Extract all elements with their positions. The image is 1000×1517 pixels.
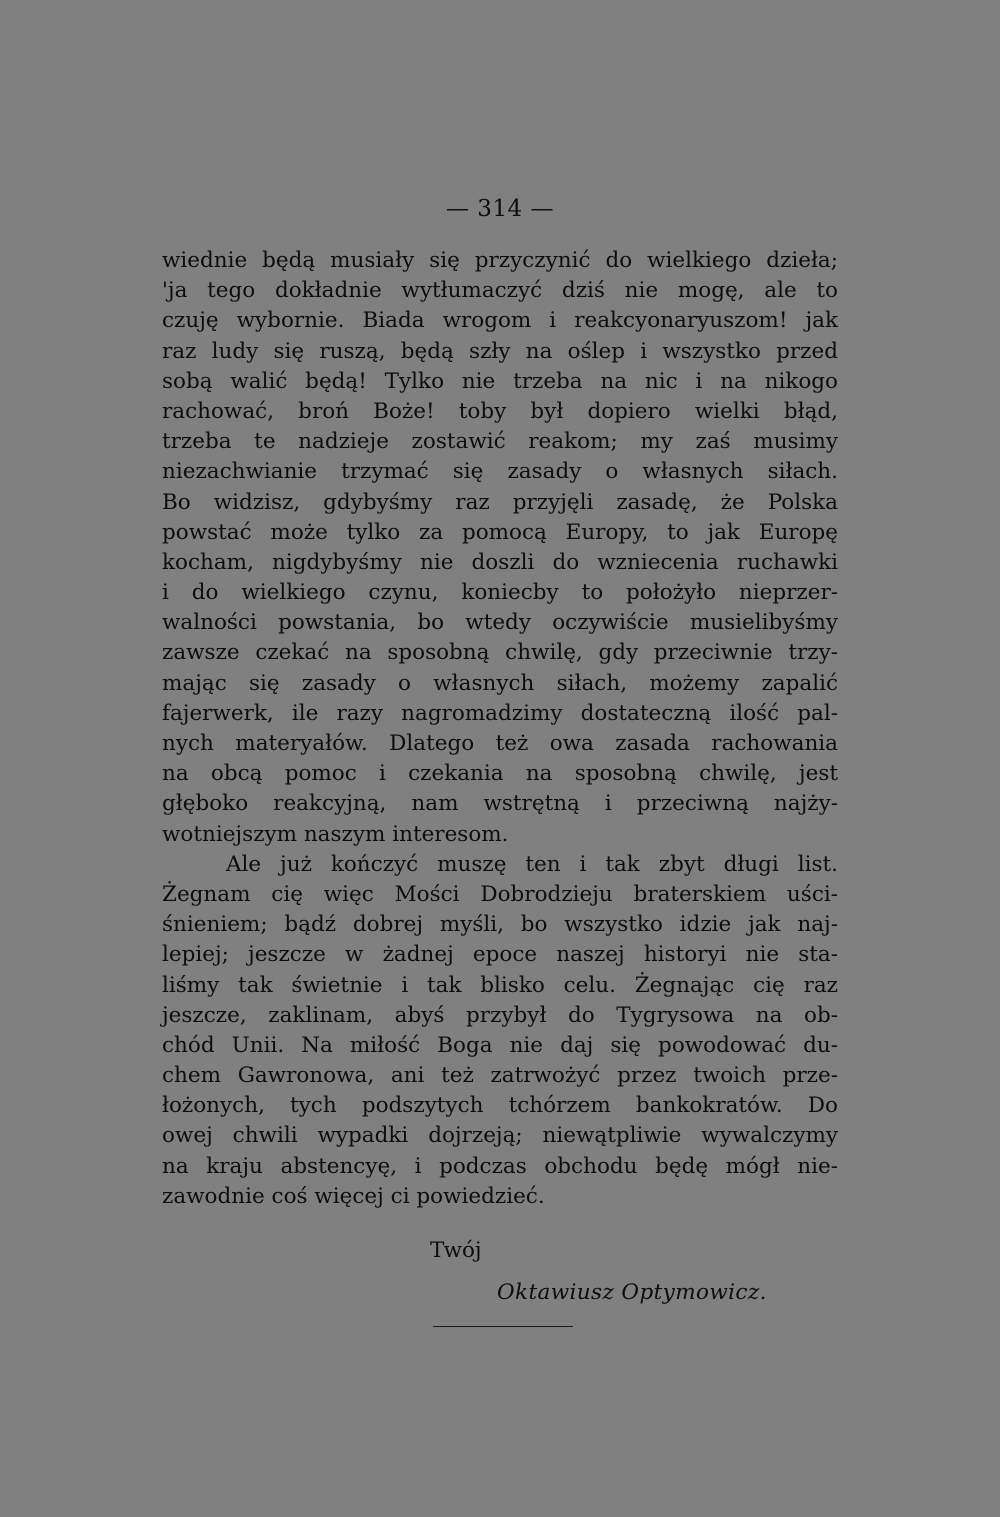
text-line: lepiej; jeszcze w żadnej epoce naszej historyi nie sta- — [162, 942, 838, 968]
text-line: kocham, nigdybyśmy nie doszli do wzniecenia ruchawki — [162, 549, 838, 575]
text-line: Ale już kończyć muszę ten i tak zbyt długi list. — [226, 851, 838, 877]
text-line: zawsze czekać na sposobną chwilę, gdy przeciwnie trzy- — [162, 640, 838, 666]
text-line: powstać może tylko za pomocą Europy, to jak Europę — [162, 519, 838, 545]
text-line: fajerwerk, ile razy nagromadzimy dostateczną ilość pal- — [162, 700, 838, 726]
text-line: czuję wybornie. Biada wrogom i reakcyonaryuszom! jak — [162, 308, 838, 334]
text-line: wiednie będą musiały się przyczynić do wielkiego dzieła; — [162, 248, 838, 273]
text-line: śnieniem; bądź dobrej myśli, bo wszystko idzie jak naj- — [162, 912, 838, 938]
text-line: łożonych, tych podszytych tchórzem bankokratów. Do — [162, 1093, 838, 1119]
text-line: trzeba te nadzieje zostawić reakom; my zaś musimy — [162, 429, 838, 455]
text-line: na kraju abstencyę, i podczas obchodu będę mógł nie- — [162, 1153, 838, 1179]
text-line: zawodnie coś więcej ci powiedzieć. — [162, 1183, 545, 1209]
letter-body — [162, 246, 838, 1212]
text-line: Żegnam cię więc Mości Dobrodzieju braterskiem uści- — [162, 881, 838, 907]
text-line: walności powstania, bo wtedy oczywiście musielibyśmy — [162, 610, 838, 636]
text-line: i do wielkiego czynu, koniecby to położyło nieprzer- — [162, 580, 838, 606]
text-line: chód Unii. Na miłość Boga nie daj się powodować du- — [162, 1032, 838, 1058]
text-line: liśmy tak świetnie i tak blisko celu. Żegnając cię raz — [162, 972, 838, 998]
text-line: na obcą pomoc i czekania na sposobną chwilę, jest — [162, 761, 838, 787]
text-line: mając się zasady o własnych siłach, możemy zapalić — [162, 670, 838, 696]
text-line: nych materyałów. Dlatego też owa zasada rachowania — [162, 731, 838, 756]
letter-signature: Oktawiusz Optymowicz. — [497, 1280, 767, 1305]
text-line: Bo widzisz, gdybyśmy raz przyjęli zasadę, że Polska — [162, 489, 838, 515]
page-number: — 314 — — [445, 196, 555, 222]
text-line: niezachwianie trzymać się zasady o własnych siłach. — [162, 459, 838, 485]
text-line: rachować, broń Boże! toby był dopiero wielki błąd, — [162, 398, 838, 424]
text-line: jeszcze, zaklinam, abyś przybył do Tygrysowa na ob- — [162, 1002, 838, 1028]
text-line: chem Gawronowa, ani też zatrwożyć przez twoich prze- — [162, 1063, 838, 1089]
text-line: owej chwili wypadki dojrzeją; niewątpliwie wywalczymy — [162, 1123, 838, 1149]
text-line: sobą walić będą! Tylko nie trzeba na nic i na nikogo — [162, 368, 838, 394]
text-line: głęboko reakcyjną, nam wstrętną i przeciwną najży- — [162, 791, 838, 817]
text-line: wotniejszym naszym interesom. — [162, 821, 509, 847]
end-rule-divider — [433, 1326, 573, 1327]
text-line: 'ja tego dokładnie wytłumaczyć dziś nie mogę, ale to — [162, 278, 838, 304]
letter-closing: Twój — [430, 1238, 482, 1263]
text-line: raz ludy się ruszą, będą szły na oślep i wszystko przed — [162, 338, 838, 364]
